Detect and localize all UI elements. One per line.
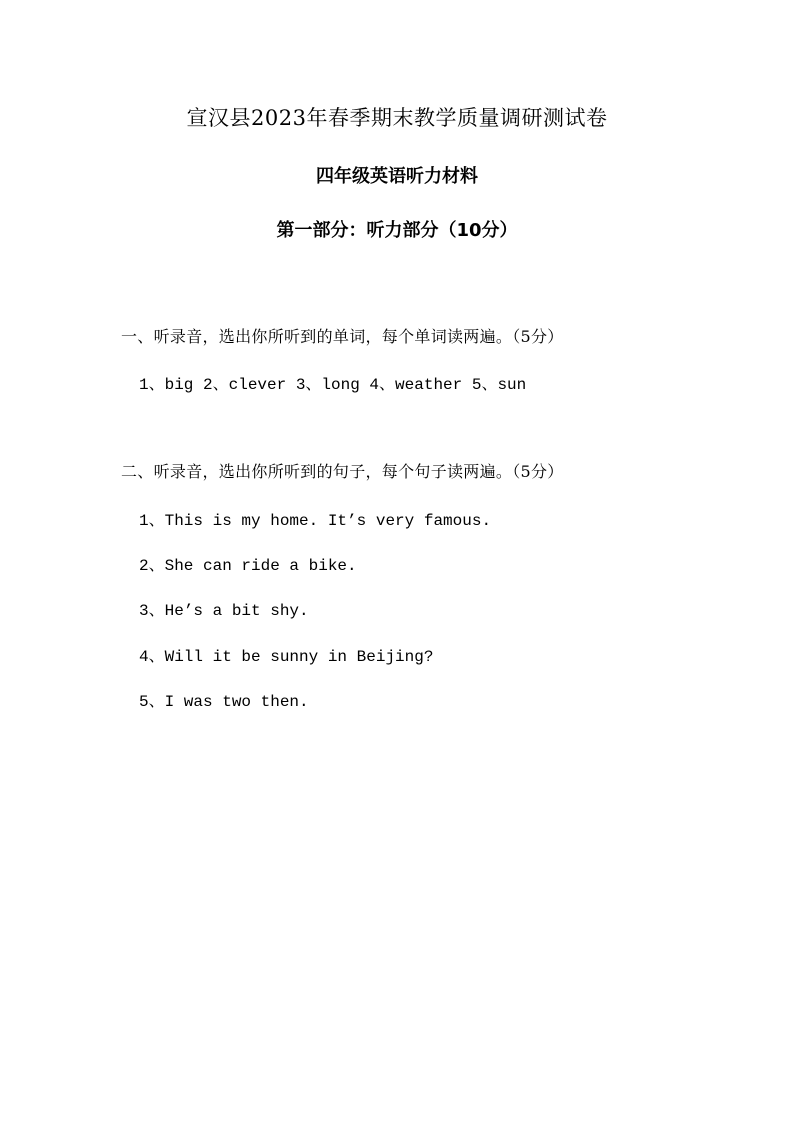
- document-subtitle: 四年级英语听力材料: [316, 166, 478, 187]
- section-2-sentence-3: 3、He’s a bit shy.: [139, 602, 309, 620]
- document-title: 宣汉县2023年春季期末教学质量调研测试卷: [186, 106, 608, 130]
- section-1-word-list: 1、big 2、clever 3、long 4、weather 5、sun: [139, 376, 527, 394]
- section-2-sentence-4: 4、Will it be sunny in Beijing?: [139, 648, 434, 666]
- section-2-heading: 二、听录音，选出你所听到的句子，每个句子读两遍。（5分）: [121, 462, 564, 481]
- section-2-sentence-2: 2、She can ride a bike.: [139, 557, 357, 575]
- section-2-sentence-5: 5、I was two then.: [139, 693, 309, 711]
- part-heading: 第一部分：听力部分（10分）: [276, 220, 518, 241]
- section-2-sentence-1: 1、This is my home. It’s very famous.: [139, 512, 492, 530]
- section-1-heading: 一、听录音，选出你所听到的单词，每个单词读两遍。（5分）: [121, 327, 564, 346]
